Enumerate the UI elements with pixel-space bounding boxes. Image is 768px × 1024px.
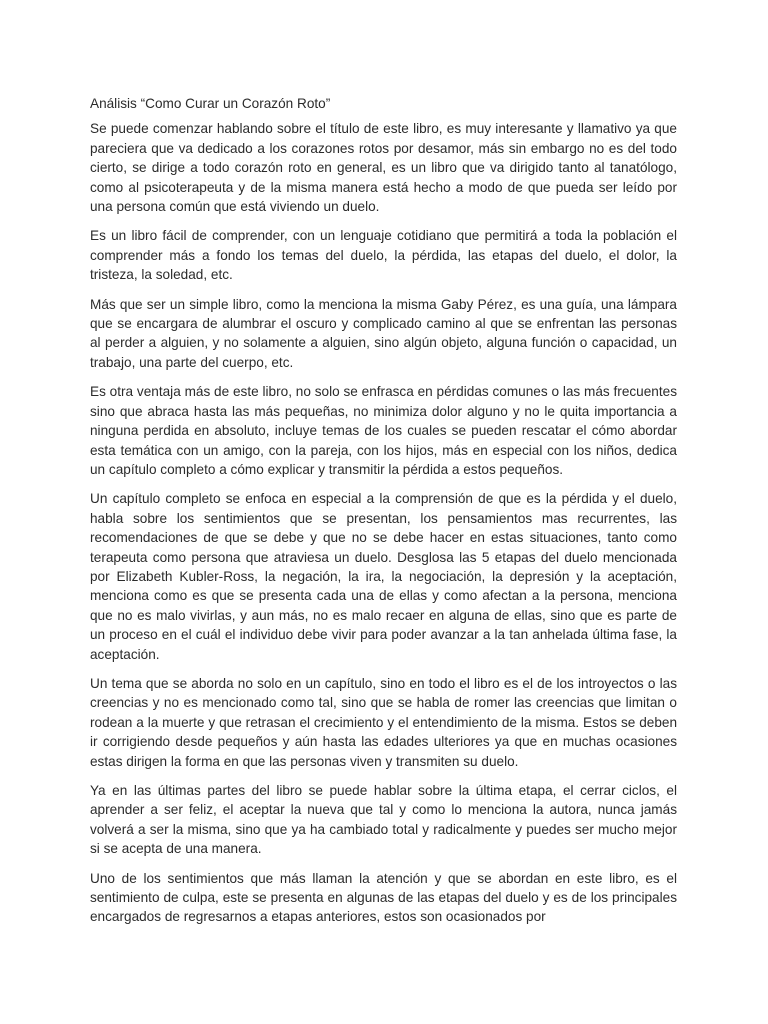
paragraph-8: Uno de los sentimientos que más llaman la atención y que se abordan en este libro, es el sentimiento de culpa, este se presenta en algunas de las etapas del duelo y es de los principales encargados de regresarnos a etapas anteriores, estos son ocasionados por bbox=[90, 870, 677, 925]
document-title: Análisis “Como Curar un Corazón Roto” bbox=[90, 96, 331, 111]
paragraph-6: Un tema que se aborda no solo en un capítulo, sino en todo el libro es el de los introyectos o las creencias y no es mencionado como tal, sino que se habla de romer las creencias que limitan o rodean a la muerte y que retrasan el crecimiento y el entendimiento de la misma. Estos se deben ir corrigiendo desde pequeños y aún hasta las edades ulteriores ya que en muchas ocasiones estas dirigen la forma en que las personas viven y transmiten su duelo. bbox=[90, 675, 677, 769]
paragraph-7: Ya en las últimas partes del libro se puede hablar sobre la última etapa, el cerrar ciclos, el aprender a ser feliz, el aceptar la nueva que tal y como lo menciona la autora, nunca jamás volverá a ser la misma, sino que ya ha cambiado total y radicalmente y puedes ser mucho mejor si se acepta de una manera. bbox=[90, 783, 677, 857]
paragraph-1: Se puede comenzar hablando sobre el título de este libro, es muy interesante y llamativo ya que pareciera que va dedicado a los corazones rotos por desamor, más sin embargo no es del todo cierto, se dirige a todo corazón roto en general, es un libro que va dirigido tanto al tanatólogo, como al psicoterapeuta y de la misma manera está hecho a modo de que pueda ser leído por una persona común que está viviendo un duelo. bbox=[90, 121, 677, 215]
paragraph-5: Un capítulo completo se enfoca en especial a la comprensión de que es la pérdida y el duelo, habla sobre los sentimientos que se presentan, los pensamientos mas recurrentes, las recomendaciones de que se debe y que no se debe hacer en estas situaciones, tanto como terapeuta como persona que atraviesa un duelo. Desglosa las 5 etapas del duelo mencionada por Elizabeth Kubler-Ross, la negación, la ira, la negociación, la depresión y la aceptación, menciona como es que se presenta cada una de ellas y como afectan a la persona, menciona que no es malo vivirlas, y aun más, no es malo recaer en alguna de ellas, sino que es parte de un proceso en el cuál el individuo debe vivir para poder avanzar a la tan anhelada última fase, la aceptación. bbox=[90, 491, 677, 662]
document-body bbox=[90, 94, 677, 937]
paragraph-3: Más que ser un simple libro, como la menciona la misma Gaby Pérez, es una guía, una lámpara que se encargara de alumbrar el oscuro y complicado camino al que se enfrentan las personas al perder a alguien, y no solamente a alguien, sino algún objeto, alguna función o capacidad, un trabajo, una parte del cuerpo, etc. bbox=[90, 296, 677, 370]
paragraph-2: Es un libro fácil de comprender, con un lenguaje cotidiano que permitirá a toda la población el comprender más a fondo los temas del duelo, la pérdida, las etapas del duelo, el dolor, la tristeza, la soledad, etc. bbox=[90, 228, 677, 283]
paragraph-4: Es otra ventaja más de este libro, no solo se enfrasca en pérdidas comunes o las más frecuentes sino que abraca hasta las más pequeñas, no minimiza dolor alguno y no le quita importancia a ninguna perdida en absoluto, incluye temas de los cuales se pueden rescatar el cómo abordar esta temática con un amigo, con la pareja, con los hijos, más en especial con los niños, dedica un capítulo completo a cómo explicar y transmitir la pérdida a estos pequeños. bbox=[90, 384, 677, 477]
